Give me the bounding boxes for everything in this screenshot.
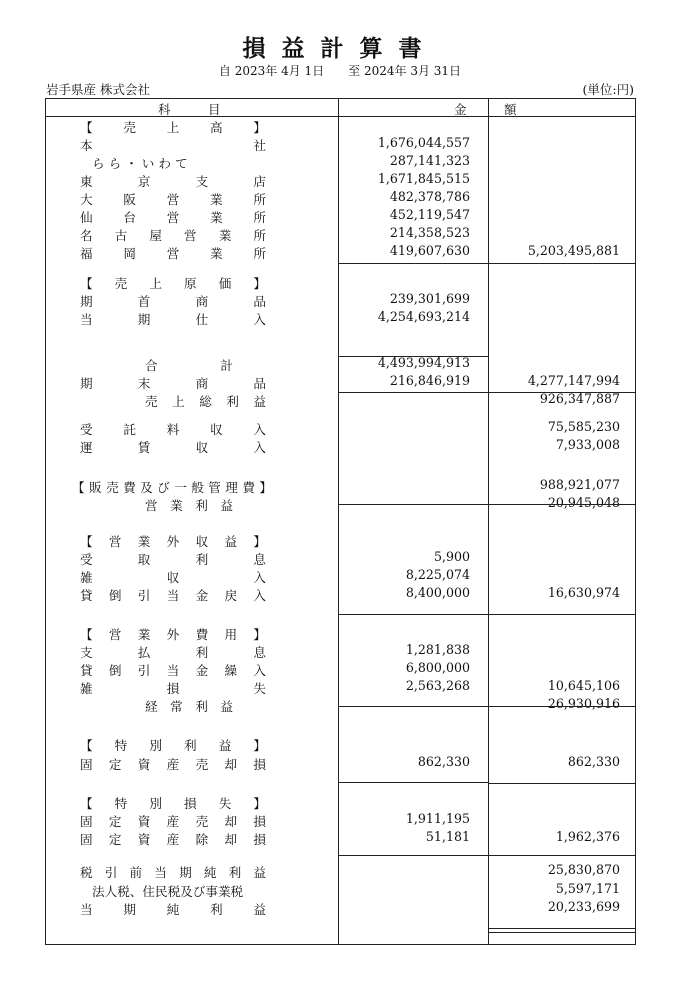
subtotal-rule <box>339 614 636 615</box>
total-amount: 926,347,887 <box>539 391 620 406</box>
total-amount: 5,203,495,881 <box>527 243 620 258</box>
statement-row <box>46 117 635 135</box>
row-label: 受 託 料 収 入 <box>80 422 266 437</box>
detail-amount: 482,378,786 <box>389 189 470 204</box>
subtotal-rule <box>339 706 636 707</box>
row-label: 雑 収 入 <box>80 570 266 585</box>
total-amount: 26,930,916 <box>547 696 620 711</box>
subtotal-rule <box>339 356 488 357</box>
row-label: 名 古 屋 営 業 所 <box>80 228 266 243</box>
detail-amount: 287,141,323 <box>389 153 470 168</box>
currency-unit: (単位:円) <box>582 82 634 97</box>
row-label: 税 引 前 当 期 純 利 益 <box>80 865 266 880</box>
statement-row <box>46 419 635 437</box>
detail-amount: 216,846,919 <box>389 373 470 388</box>
row-label: 期 末 商 品 <box>80 376 266 391</box>
detail-amount: 214,358,523 <box>389 225 470 240</box>
row-label: 貸 倒 引 当 金 繰 入 <box>80 663 266 678</box>
statement-row <box>46 437 635 455</box>
statement-row <box>46 243 635 261</box>
row-label: 大 阪 営 業 所 <box>80 192 266 207</box>
total-amount: 16,630,974 <box>547 585 620 600</box>
statement-row <box>46 642 635 660</box>
row-label: 雑 損 失 <box>80 681 266 696</box>
row-label: 固 定 資 産 売 却 損 <box>80 757 266 772</box>
detail-amount: 2,563,268 <box>405 678 470 693</box>
row-label: 【 営 業 外 収 益 】 <box>80 534 266 549</box>
detail-amount: 5,900 <box>433 549 470 564</box>
detail-amount: 239,301,699 <box>389 291 470 306</box>
total-amount: 20,945,048 <box>547 495 620 510</box>
statement-row <box>46 373 635 391</box>
statement-row <box>46 881 635 899</box>
statement-row <box>46 585 635 603</box>
row-label: 固 定 資 産 除 却 損 <box>80 832 266 847</box>
row-label: 固 定 資 産 売 却 損 <box>80 814 266 829</box>
total-amount: 988,921,077 <box>539 477 620 492</box>
statement-row <box>46 624 635 642</box>
row-label: 東 京 支 店 <box>80 174 266 189</box>
detail-amount: 8,225,074 <box>405 567 470 582</box>
statement-row <box>46 171 635 189</box>
row-label: 営 業 利 益 <box>145 498 233 513</box>
income-statement-table <box>45 98 636 945</box>
row-label: 支 払 利 息 <box>80 645 266 660</box>
row-label: 経 常 利 益 <box>145 699 233 714</box>
subtotal-rule <box>339 782 488 783</box>
table-header <box>46 99 635 117</box>
row-label: 受 取 利 息 <box>80 552 266 567</box>
statement-row <box>46 477 635 495</box>
detail-amount: 1,671,845,515 <box>377 171 470 186</box>
statement-row <box>46 678 635 696</box>
row-label: 【 販 売 費 及 び 一 般 管 理 費 】 <box>72 480 272 495</box>
statement-row <box>46 189 635 207</box>
statement-row <box>46 207 635 225</box>
detail-amount: 6,800,000 <box>405 660 470 675</box>
row-label: 運 賃 収 入 <box>80 440 266 455</box>
row-label: 【 営 業 外 費 用 】 <box>80 627 266 642</box>
row-label: 福 岡 営 業 所 <box>80 246 266 261</box>
detail-amount: 4,254,693,214 <box>377 309 470 324</box>
detail-amount: 419,607,630 <box>389 243 470 258</box>
total-amount: 20,233,699 <box>547 899 620 914</box>
statement-row <box>46 811 635 829</box>
row-label: 【 売 上 原 価 】 <box>80 276 266 291</box>
total-amount: 4,277,147,994 <box>527 373 620 388</box>
statement-row <box>46 754 635 772</box>
detail-amount: 1,911,195 <box>405 811 470 826</box>
amount-column-header: 金 額 <box>454 102 517 117</box>
row-label: 売 上 総 利 益 <box>145 394 266 409</box>
subtotal-rule <box>339 855 636 856</box>
row-label: 当 期 純 利 益 <box>80 902 266 917</box>
statement-row <box>46 135 635 153</box>
total-amount: 10,645,106 <box>547 678 620 693</box>
statement-row <box>46 531 635 549</box>
subtotal-rule <box>339 263 636 264</box>
detail-amount: 1,676,044,557 <box>377 135 470 150</box>
detail-amount: 1,281,838 <box>405 642 470 657</box>
statement-row <box>46 549 635 567</box>
statement-row <box>46 567 635 585</box>
statement-row <box>46 793 635 811</box>
row-label: ら ら ・ い わ て <box>92 156 188 171</box>
statement-title: 損益計算書 <box>242 35 438 62</box>
total-amount: 862,330 <box>567 754 620 769</box>
total-amount: 75,585,230 <box>547 419 620 434</box>
statement-row <box>46 153 635 171</box>
statement-row <box>46 660 635 678</box>
subtotal-rule <box>339 504 636 505</box>
statement-row <box>46 899 635 917</box>
statement-row <box>46 355 635 373</box>
row-label: 仙 台 営 業 所 <box>80 210 266 225</box>
subtotal-rule <box>489 928 635 929</box>
row-label: 貸 倒 引 当 金 戻 入 <box>80 588 266 603</box>
total-amount: 7,933,008 <box>555 437 620 452</box>
detail-amount: 452,119,547 <box>389 207 470 222</box>
detail-amount: 4,493,994,913 <box>377 355 470 370</box>
subtotal-rule <box>339 392 636 393</box>
row-label: 【 特 別 利 益 】 <box>80 738 266 753</box>
row-label: 当 期 仕 入 <box>80 312 266 327</box>
statement-row <box>46 696 635 714</box>
detail-amount: 8,400,000 <box>405 585 470 600</box>
total-amount: 25,830,870 <box>547 862 620 877</box>
item-column-header: 科 目 <box>158 102 221 117</box>
row-label: 【 売 上 高 】 <box>80 120 266 135</box>
detail-amount: 51,181 <box>425 829 470 844</box>
subtotal-rule <box>489 932 635 933</box>
total-amount: 5,597,171 <box>555 881 620 896</box>
statement-row <box>46 862 635 880</box>
row-label: 本 社 <box>80 138 266 153</box>
row-label: 期 首 商 品 <box>80 294 266 309</box>
statement-row <box>46 829 635 847</box>
total-amount: 1,962,376 <box>555 829 620 844</box>
fiscal-period: 自 2023年 4月 1日 至 2024年 3月 31日 <box>218 64 462 78</box>
statement-row <box>46 391 635 409</box>
row-label: 合 計 <box>145 358 233 373</box>
row-label: 【 特 別 損 失 】 <box>80 796 266 811</box>
statement-row <box>46 225 635 243</box>
statement-row <box>46 309 635 327</box>
statement-row <box>46 291 635 309</box>
row-label: 法人税、住民税及び事業税 <box>92 884 244 899</box>
detail-amount: 862,330 <box>417 754 470 769</box>
subtotal-rule <box>489 783 635 784</box>
company-name: 岩手県産 株式会社 <box>46 82 150 97</box>
statement-row <box>46 273 635 291</box>
statement-row <box>46 735 635 753</box>
